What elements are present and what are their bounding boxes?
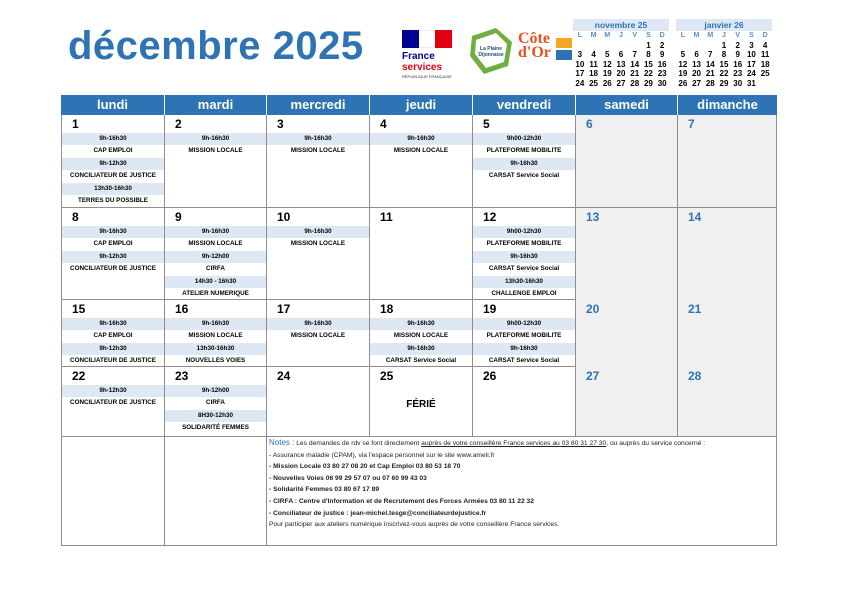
weekday-header: lundi [96,97,129,112]
day-cell [677,208,777,300]
plaine-text-1: La Plaine [480,46,502,52]
mini-day: 17 [746,59,756,69]
event-name: MISSION LOCALE [188,332,243,340]
day-number: 22 [72,369,86,383]
weekday-header-row [61,95,777,115]
mini-day-name: M [707,32,714,39]
mini-day: 4 [591,50,596,60]
event-time: 13h30-16h30 [165,343,266,355]
mini-day [614,41,628,51]
event-name: CARSAT Service Social [488,357,560,365]
weekday-header: dimanche [677,95,777,115]
notes-line: - Solidarité Femmes 03 80 67 17 89 [269,486,380,494]
event-name: CHALLENGE EMPLOI [491,289,557,297]
mini-day-name: V [735,32,741,39]
mini-day: 30 [657,78,667,88]
day-number: 23 [175,369,189,383]
event-time: 9h-16h30 [62,318,164,330]
event-name: PLATEFORME MOBILITE [486,147,562,155]
day-number: 19 [483,302,497,316]
day-cell [61,367,164,436]
mini-day: 18 [589,69,599,79]
mini-day [628,41,642,51]
day-number: 24 [277,369,291,383]
mini-day [690,41,704,51]
day-number: 21 [688,302,702,316]
day-cell [369,300,472,368]
day-cell [575,300,677,368]
mini-day: 21 [705,69,715,79]
mini-day-name: D [762,32,768,39]
event-name: CONCILIATEUR DE JUSTICE [70,265,156,273]
mini-day: 6 [694,50,699,60]
day-number: 27 [586,369,600,383]
mini-day-name: M [590,32,597,39]
weekday-header: mercredi [266,95,369,115]
notes-row [61,437,777,546]
france-services-line1: France [402,51,435,62]
day-number: 6 [586,117,593,131]
week-row [61,300,777,367]
mini-day: 14 [705,59,715,69]
mini-day: 27 [616,78,626,88]
event-time: 9h-16h30 [370,133,472,145]
event-time: 13h30-16h30 [473,276,575,288]
day-cell [164,300,266,368]
mini-day [587,41,601,51]
mini-day: 11 [760,50,770,60]
mini-day: 9 [659,50,665,60]
plaine-text-2: Dijonnaise [478,52,504,58]
mini-day: 22 [719,69,729,79]
event-time: 9h-16h30 [473,251,575,263]
mini-day: 22 [643,69,653,79]
day-number: 20 [586,302,600,316]
notes-label: Notes : [269,438,295,447]
day-number: 4 [380,117,387,131]
day-number: 25 [380,369,394,383]
mini-calendar-november [573,19,669,89]
weekday-header: vendredi [472,95,575,115]
mini-day: 23 [733,69,743,79]
event-time: 9h-12h30 [62,251,164,263]
event-time: 9h-12h30 [62,343,164,355]
day-cell [472,367,575,436]
mini-day: 28 [630,78,640,88]
day-cell [369,367,472,436]
mini-day-name: J [722,32,726,39]
mini-day [703,41,717,51]
day-cell [266,300,369,368]
day-number: 28 [688,369,702,383]
week-row [61,208,777,300]
event-name: SOLIDARITÉ FEMMES [182,424,249,432]
event-time: 9h-16h30 [267,226,369,238]
day-number: 5 [483,117,490,131]
event-time: 9h-16h30 [370,343,472,355]
day-number: 16 [175,302,189,316]
mini-day: 26 [602,78,612,88]
mini-day-name: L [577,32,582,39]
mini-day: 15 [643,59,653,69]
notes-line: - Assurance maladie (CPAM), via l'espace personnel sur le site www.ameli.fr [269,451,495,459]
mini-calendar-month: novembre 25 [573,19,669,31]
mini-day: 5 [680,50,686,60]
mini-calendar-month: janvier 26 [676,19,772,31]
event-time: 9h-16h30 [62,226,164,238]
mini-day: 26 [678,78,688,88]
month-calendar [61,95,777,546]
france-services-logo [402,30,458,88]
event-time: 9h-16h30 [62,133,164,145]
page-title: décembre 2025 [68,24,364,68]
mini-day: 19 [678,69,688,79]
event-name: CONCILIATEUR DE JUSTICE [70,399,156,407]
day-number: 12 [483,210,497,224]
day-number: 10 [277,210,291,224]
day-number: 1 [72,117,79,131]
mini-day-name: L [680,32,685,39]
cote-dor-square-icon [556,38,572,48]
mini-day: 30 [733,78,743,88]
event-time: 9h-16h30 [267,133,369,145]
holiday-label: FÉRIÉ [406,399,436,410]
day-cell [61,115,164,207]
day-cell [266,208,369,300]
day-number: 7 [688,117,695,131]
day-number: 14 [688,210,702,224]
cote-dor-square-icon [556,50,572,60]
plaine-dijonnaise-logo [466,26,516,76]
mini-day: 25 [589,78,599,88]
republique-text: RÉPUBLIQUE FRANÇAISE [402,74,452,79]
mini-day-name: J [619,32,623,39]
mini-day: 8 [646,50,651,60]
event-name: CARSAT Service Social [385,357,457,365]
event-name: MISSION LOCALE [188,147,243,155]
day-cell [164,367,266,436]
mini-day: 16 [733,59,743,69]
mini-day: 3 [749,40,754,50]
event-time: 14h30 - 16h30 [165,276,266,288]
day-number: 9 [175,210,182,224]
notes-box [266,437,777,545]
mini-day: 14 [630,59,640,69]
day-number: 17 [277,302,291,316]
day-cell [61,208,164,300]
mini-day [573,41,587,51]
day-cell [677,367,777,436]
mini-day [758,79,772,89]
notes-line: - Conciliateur de justice : jean-michel.tesge@conciliateurdejustice.fr [269,509,487,517]
mini-day-name: M [604,32,611,39]
day-cell [575,115,677,207]
event-time: 9h-16h30 [473,343,575,355]
notes-intro [269,437,774,450]
cote-dor-text-1: Côte [518,30,550,47]
event-name: CARSAT Service Social [488,265,560,273]
notes-line: - Nouvelles Voies 06 99 29 57 07 ou 07 60 99 43 03 [269,474,427,482]
day-number: 26 [483,369,497,383]
day-number: 2 [175,117,182,131]
day-cell [369,208,472,300]
notes-line: - CIRFA : Centre d'Information et de Recrutement des Forces Armées 03 80 11 22 32 [269,497,534,505]
event-name: TERRES DU POSSIBLE [78,196,148,204]
day-number: 15 [72,302,86,316]
mini-day: 27 [692,78,702,88]
notes-phone-link: auprès de votre conseillère France services au 03 80 31 27 30 [421,440,607,447]
empty-cell [164,437,266,545]
mini-day: 20 [616,69,626,79]
event-time: 9h00-12h30 [473,226,575,238]
mini-day-name: S [749,32,754,39]
mini-day: 15 [719,59,729,69]
mini-day: 1 [646,40,651,50]
french-flag-icon [402,30,452,48]
mini-day-name: D [659,32,665,39]
event-time: 13h30-16h30 [62,183,164,195]
event-name: CIRFA [206,399,225,407]
mini-day: 3 [577,50,583,60]
mini-day: 23 [657,69,667,79]
mini-day: 21 [630,69,640,79]
mini-day-name: M [693,32,700,39]
event-name: MISSION LOCALE [393,147,449,155]
cote-dor-logo [518,32,572,72]
mini-day: 28 [705,78,715,88]
week-row [61,367,777,437]
day-number: 8 [72,210,79,224]
event-time: 9h-16h30 [370,318,472,330]
day-number: 11 [380,210,393,224]
event-time: 8H30-12h30 [165,410,266,422]
event-time: 9h-16h30 [267,318,369,330]
mini-day: 20 [692,69,702,79]
france-services-line2: services [402,62,443,73]
mini-day: 7 [632,50,637,60]
mini-day-name: S [646,32,651,39]
day-cell [677,115,777,207]
day-cell [266,367,369,436]
mini-day-name: V [632,32,638,39]
day-cell [164,208,266,300]
mini-day: 18 [760,59,770,69]
event-name: CIRFA [206,265,225,273]
mini-day: 7 [708,50,713,60]
event-name: MISSION LOCALE [290,240,346,248]
event-name: CAP EMPLOI [93,240,133,248]
mini-day: 16 [657,59,667,69]
day-number: 18 [380,302,394,316]
mini-day: 6 [618,50,624,60]
day-cell [575,367,677,436]
event-time: 9h-16h30 [165,318,266,330]
event-time: 9h00-12h30 [473,133,575,145]
notes-intro-end: , ou auprès du service concerné : [606,440,706,447]
mini-day: 29 [719,78,729,88]
mini-day: 12 [602,59,612,69]
mini-day: 24 [746,69,756,79]
mini-day: 1 [721,40,727,50]
mini-day: 2 [735,40,740,50]
mini-day: 10 [575,59,585,69]
day-cell [575,208,677,300]
weekday-header: samedi [575,95,677,115]
notes-line: - Mission Locale 03 80 27 08 20 et Cap Emploi 03 80 53 18 70 [269,463,461,471]
day-number: 3 [277,117,284,131]
event-name: MISSION LOCALE [188,240,243,248]
mini-day: 9 [735,50,740,60]
weekday-header: mardi [164,95,266,115]
event-name: NOUVELLES VOIES [185,357,246,365]
event-name: ATELIER NUMERIQUE [182,289,249,297]
mini-day: 25 [760,69,770,79]
mini-day: 24 [575,78,585,88]
mini-day: 29 [643,78,653,88]
mini-day: 12 [678,59,688,69]
mini-day: 5 [605,50,610,60]
event-time: 9h-16h30 [165,133,266,145]
mini-day: 10 [746,50,756,60]
event-name: CAP EMPLOI [93,332,133,340]
mini-day: 31 [746,78,756,88]
empty-cell [61,437,164,545]
mini-day: 13 [616,59,626,69]
event-time: 9h00-12h30 [473,318,575,330]
day-cell [266,115,369,207]
mini-day: 19 [602,69,612,79]
mini-day: 17 [575,69,585,79]
notes-footer: Pour participer aux ateliers numérique inscrivez-vous auprès de votre conseillère France services. [269,521,560,529]
mini-day: 13 [692,59,702,69]
event-name: PLATEFORME MOBILITE [486,240,562,248]
event-name: MISSION LOCALE [393,332,449,340]
event-time: 9h-16h30 [165,226,266,238]
event-time: 9h-16h30 [473,158,575,170]
event-name: CONCILIATEUR DE JUSTICE [70,172,156,180]
notes-intro-text: Les demandes de rdv se font directement [294,440,422,447]
event-name: CARSAT Service Social [488,172,560,180]
mini-day [676,41,690,51]
week-row [61,115,777,208]
mini-day: 4 [762,40,768,50]
day-cell [677,300,777,368]
event-name: MISSION LOCALE [290,332,346,340]
event-time: 9h-12h00 [165,385,266,397]
event-name: MISSION LOCALE [290,147,346,155]
day-number: 13 [586,210,600,224]
event-name: PLATEFORME MOBILITE [486,332,562,340]
day-cell [472,300,575,368]
event-time: 9h-12h30 [62,385,164,397]
event-name: CONCILIATEUR DE JUSTICE [70,357,156,365]
weekday-header: jeudi [369,95,472,115]
day-cell [369,115,472,207]
event-time: 9h-12h30 [62,158,164,170]
day-cell [472,115,575,207]
mini-day: 11 [589,59,598,69]
event-name: CAP EMPLOI [93,147,133,155]
day-cell [472,208,575,300]
mini-day: 2 [659,40,665,50]
mini-day: 8 [721,50,727,60]
day-cell [164,115,266,207]
day-cell [61,300,164,368]
mini-calendar-january [676,19,772,89]
event-time: 9h-12h00 [165,251,266,263]
cote-dor-text-2: d'Or [518,44,551,61]
mini-day [600,41,614,51]
